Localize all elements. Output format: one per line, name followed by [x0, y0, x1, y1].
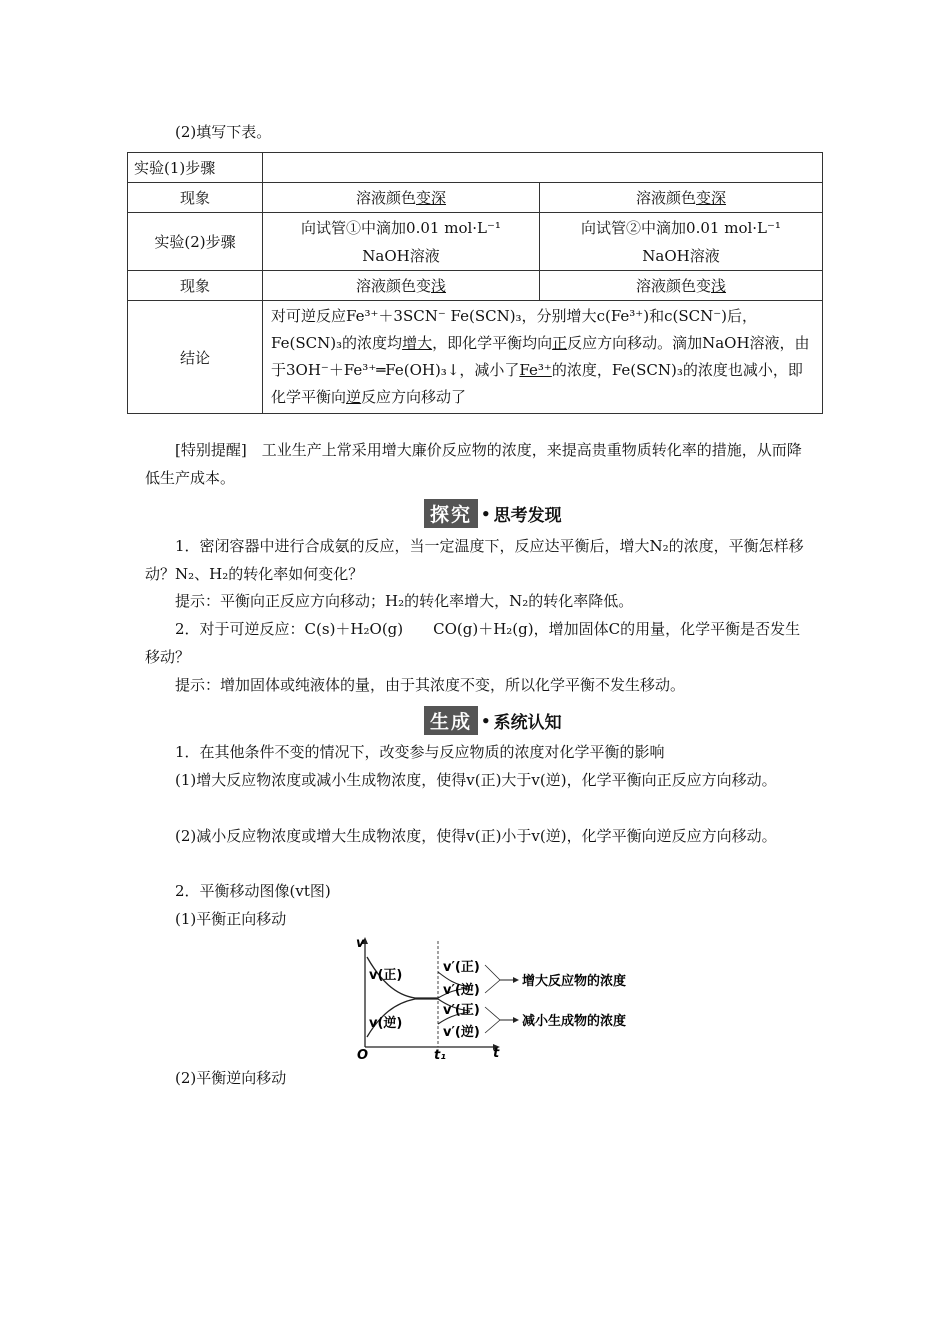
row-phenomenon2-right: [540, 271, 823, 301]
cell-text: NaOH溶液: [362, 246, 440, 265]
row-conclusion-content: [263, 301, 823, 414]
row-step2-label: 实验(2)步骤: [128, 213, 263, 271]
arrow-top-head: [513, 977, 519, 983]
vp-reverse-bot-label: v′(逆): [443, 1025, 480, 1040]
special-tip: [特别提醒] 工业生产上常采用增大廉价反应物的浓度，来提高贵重物质转化率的措施，从而降低生产成本。: [145, 441, 802, 487]
experiment-table: [127, 152, 823, 414]
cell-text: 溶液颜色变: [355, 277, 431, 295]
cell-text: NaOH溶液: [642, 246, 720, 265]
bracket-top: [485, 980, 500, 993]
row-phenomenon2-left: [263, 271, 540, 301]
cell-text: 溶液颜色变: [635, 277, 711, 295]
axis-y-label: v: [356, 936, 365, 951]
generate-point-1: 1．在其他条件不变的情况下，改变参与反应物质的浓度对化学平衡的影响: [175, 743, 665, 761]
generate-point-2-1: (1)平衡正向移动: [175, 910, 287, 928]
row-phenomenon1-left: [263, 183, 540, 213]
row-phenomenon1-right: [540, 183, 823, 213]
v-reverse-label: v(逆): [369, 1016, 403, 1031]
answer-blank: 浅: [431, 277, 447, 295]
conclusion-text: ，即化学平衡均向: [432, 334, 553, 352]
conclusion-text: 反应方向移动。滴加NaOH溶液，由于3OH⁻＋Fe³⁺═Fe(OH)₃↓，减小了: [271, 334, 810, 379]
conclusion-text: 的浓度，Fe(SCN)₃的浓度也减小，即化学平衡向: [271, 361, 803, 406]
generate-title: 系统认知: [493, 713, 562, 733]
vt-graph: [355, 935, 645, 1064]
cell-text: 溶液颜色: [355, 189, 416, 207]
axis-x-label: t: [493, 1046, 500, 1060]
conclusion-text: 对可逆反应Fe³⁺＋3SCN⁻ Fe(SCN)₃，分别增大c(Fe³⁺)和c(SCN⁻)后，Fe(SCN)₃的浓度均: [271, 307, 757, 352]
increase-reactant-label: 增大反应物的浓度: [522, 974, 627, 989]
explore-title: 思考发现: [493, 506, 562, 526]
row-conclusion-label: 结论: [128, 301, 263, 414]
decrease-product-label: 减小生成物的浓度: [522, 1014, 627, 1029]
vp-forward-bot-label: v′(正): [443, 1003, 480, 1018]
explore-tag: 探究: [424, 499, 478, 528]
row-phenomenon2-label: 现象: [128, 271, 263, 301]
explore-answer-2: 提示：增加固体或纯液体的量，由于其浓度不变，所以化学平衡不发生移动。: [175, 676, 686, 694]
answer-blank: Fe³⁺: [519, 361, 552, 379]
explore-banner: [424, 499, 562, 528]
answer-blank: 浅: [711, 277, 727, 295]
intro-text: (2)填写下表。: [175, 123, 272, 141]
row-step2-left: [263, 213, 540, 271]
explore-question-2: 2．对于可逆反应：C(s)＋H₂O(g) CO(g)＋H₂(g)，增加固体C的用量，化学平衡是否发生移动？: [145, 620, 801, 666]
cell-text: 向试管①中滴加0.01 mol·L⁻¹: [301, 218, 501, 237]
row-phenomenon1-label: 现象: [128, 183, 263, 213]
arrow-bot-head: [513, 1017, 519, 1023]
bracket-top: [485, 965, 500, 980]
generate-point-2: 2．平衡移动图像(vt图): [175, 882, 331, 900]
generate-point-1-2: (2)减小反应物浓度或增大生成物浓度，使得v(正)小于v(逆)，化学平衡向逆反应方向移动。: [175, 827, 777, 845]
origin-label: O: [357, 1048, 369, 1060]
banner-dot: •: [481, 711, 491, 730]
answer-blank: 正: [552, 334, 568, 352]
cell-text: 溶液颜色: [635, 189, 696, 207]
banner-dot: •: [481, 504, 491, 523]
vt-graph-svg: [355, 935, 645, 1060]
answer-blank: 逆: [346, 388, 362, 406]
row-step1-label: 实验(1)步骤: [128, 153, 263, 183]
answer-blank: 变深: [416, 189, 447, 207]
row-step2-right: [540, 213, 823, 271]
explore-answer-1: 提示：平衡向正反应方向移动；H₂的转化率增大，N₂的转化率降低。: [175, 592, 634, 610]
v-forward-label: v(正): [369, 968, 403, 983]
conclusion-text: 反应方向移动了: [361, 388, 467, 406]
bracket-bot: [485, 1020, 500, 1033]
generate-tag: 生成: [424, 706, 478, 735]
explore-question-1: 1．密闭容器中进行合成氨的反应，当一定温度下，反应达平衡后，增大N₂的浓度，平衡怎样移动？N₂、H₂的转化率如何变化？: [145, 537, 804, 583]
answer-blank: 增大: [402, 334, 433, 352]
answer-blank: 变深: [696, 189, 727, 207]
generate-banner: [424, 706, 562, 735]
vp-forward-top-label: v′(正): [443, 960, 480, 975]
bracket-bot: [485, 1007, 500, 1020]
t1-label: t₁: [434, 1048, 446, 1060]
generate-point-2-2: (2)平衡逆向移动: [175, 1069, 287, 1087]
vp-reverse-top-label: v′(逆): [443, 983, 480, 998]
generate-point-1-1: (1)增大反应物浓度或减小生成物浓度，使得v(正)大于v(逆)，化学平衡向正反应方向移动。: [175, 771, 777, 789]
cell-text: 向试管②中滴加0.01 mol·L⁻¹: [581, 218, 781, 237]
row-step1-content: [263, 153, 823, 183]
